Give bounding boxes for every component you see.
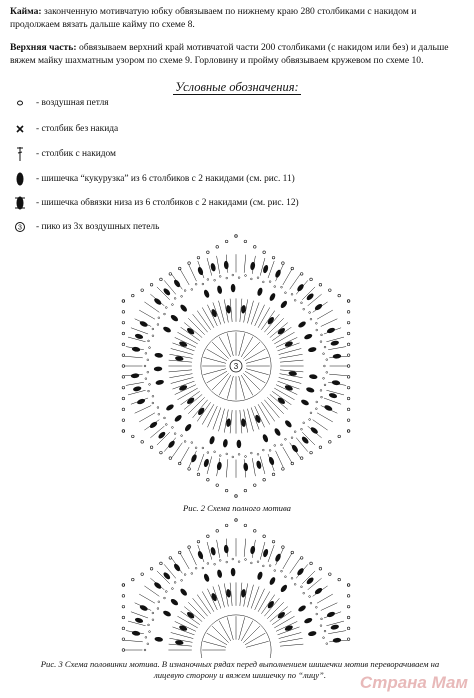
site-watermark: Страна Мам [359,673,468,692]
kayma-label: Кайма: [10,6,42,17]
legend-title: Условные обозначения: [175,80,299,94]
top-part-paragraph [10,42,464,67]
top-part-text: обвязываем верхний край мотивчатой части 200 столбиками (с накидом или без) и дальше вяжем майку шахматным узором по схеме 9. Горловину и пройму обвязываем кружевом по схеме 10. [10,42,449,66]
fig2-caption: Рис. 2 Схема полного мотива [183,503,291,513]
half-motif-diagram [0,518,474,658]
chain-stitch-icon [14,96,30,110]
half-motif-stitches [122,519,350,658]
fig3-caption: Рис. 3 Схема половинки мотива. В изнаночных рядах перед выполнением шишечки мотив переворачиваем на лицевую сторону и вяжем шишечку по “лицу”. [40,659,440,680]
single-crochet-icon [14,122,30,136]
full-motif-diagram [0,232,474,500]
double-crochet-icon [14,147,30,161]
center-label: 3 [233,362,239,371]
popcorn-icon [14,172,30,186]
bobble-icon [14,196,30,210]
svg-text:3: 3 [18,224,22,232]
kayma-paragraph [10,6,464,31]
top-part-label: Верхняя часть: [10,42,77,53]
kayma-text: законченную мотивчатую юбку обвязываем по нижнему краю 280 столбиками с накидом и продолжаем вязать дальше кайму по схеме 8. [10,6,417,30]
